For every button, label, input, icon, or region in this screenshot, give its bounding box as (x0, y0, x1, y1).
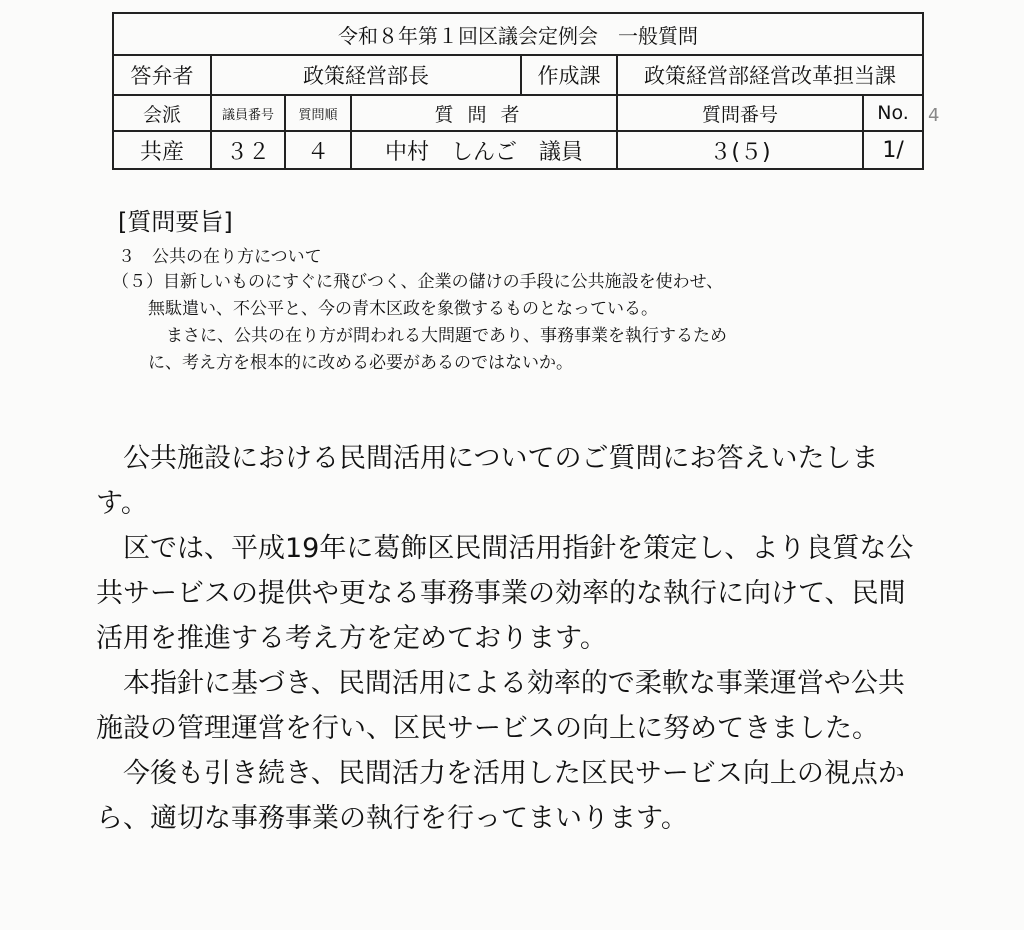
col-member-no: 議員番号 (211, 95, 285, 131)
header-table (112, 12, 924, 170)
answer-paragraph: 今後も引き続き、民間活力を活用した区民サービス向上の視点から、適切な事務事業の執行を行ってまいります。 (96, 758, 905, 834)
respondent-value: 政策経営部長 (211, 55, 521, 95)
no-value: 1/ (863, 131, 923, 169)
header-title: 令和８年第１回区議会定例会 一般質問 (113, 13, 923, 55)
answer-paragraph: 公共施設における民間活用についてのご質問にお答えいたします。 (96, 443, 879, 519)
question-line-3: 無駄遣い、不公平と、今の青木区政を象徴するものとなっている。 (148, 299, 658, 319)
questioner-value: 中村 しんご 議員 (351, 131, 617, 169)
col-order: 質問順 (285, 95, 351, 131)
author-dept-label: 作成課 (521, 55, 617, 95)
col-party: 会派 (113, 95, 211, 131)
question-heading: [質問要旨] (118, 208, 233, 236)
question-line-5: に、考え方を根本的に改める必要があるのではないか。 (148, 353, 573, 373)
party-value: 共産 (113, 131, 211, 169)
side-mark: 4 (928, 105, 940, 126)
answer-paragraph: 本指針に基づき、民間活用による効率的で柔軟な事業運営や公共施設の管理運営を行い、区民サービスの向上に努めてきました。 (96, 668, 905, 744)
answer-body (96, 436, 926, 841)
question-line-2: （５）目新しいものにすぐに飛びつく、企業の儲けの手段に公共施設を使わせ、 (112, 272, 724, 292)
question-no-value: ３(５) (617, 131, 863, 169)
col-no: No. (863, 95, 923, 131)
respondent-label: 答弁者 (113, 55, 211, 95)
col-question-no: 質問番号 (617, 95, 863, 131)
member-no-value: ３２ (211, 131, 285, 169)
question-topic: ３ 公共の在り方について (118, 247, 322, 267)
col-questioner: 質問者 (351, 95, 617, 131)
author-dept-value: 政策経営部経営改革担当課 (617, 55, 923, 95)
question-line-4: まさに、公共の在り方が問われる大問題であり、事務事業を執行するため (166, 326, 727, 346)
order-value: ４ (285, 131, 351, 169)
answer-paragraph: 区では、平成19年に葛飾区民間活用指針を策定し、より良質な公共サービスの提供や更なる事務事業の効率的な執行に向けて、民間活用を推進する考え方を定めております。 (96, 533, 914, 654)
